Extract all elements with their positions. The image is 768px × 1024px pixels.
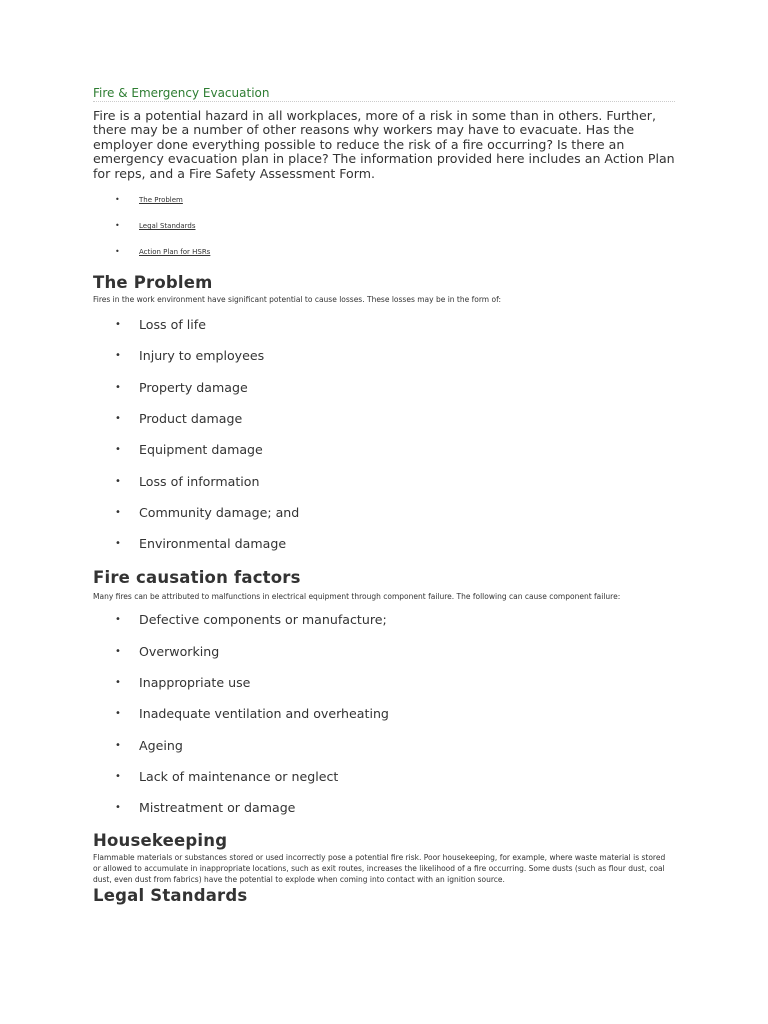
- bullet-icon: •: [115, 221, 120, 231]
- heading-housekeeping: Housekeeping: [93, 831, 228, 851]
- toc-link-legal-standards[interactable]: Legal Standards: [139, 222, 196, 231]
- bullet-icon: •: [115, 506, 121, 518]
- list-item-text: Community damage; and: [139, 504, 300, 520]
- bullet-icon: •: [115, 708, 121, 720]
- toc-item: [93, 247, 675, 273]
- list-item: [93, 644, 675, 675]
- bullet-icon: •: [115, 381, 121, 393]
- causation-list: [93, 612, 675, 831]
- list-item-text: Loss of information: [139, 473, 260, 489]
- housekeeping-description: Flammable materials or substances stored or used incorrectly pose a potential fire risk. Poor housekeeping, for example, where waste material is stored or allowed to accumulate in inappropriate locations, such as exit routes, increases the likelihood of a fire occurring. Some dusts (such as flour dust, coal dust, even dust from fabrics) have the potential to explode when coming into contact with an ignition source.: [93, 853, 666, 885]
- list-item: [93, 675, 675, 706]
- list-item: [93, 474, 675, 505]
- bullet-icon: •: [115, 645, 121, 657]
- list-item-text: Mistreatment or damage: [139, 800, 296, 816]
- bullet-icon: •: [115, 739, 121, 751]
- list-item-text: Environmental damage: [139, 536, 287, 552]
- bullet-icon: •: [115, 444, 121, 456]
- heading-the-problem: The Problem: [93, 273, 213, 293]
- list-item: [93, 380, 675, 411]
- bullet-icon: •: [115, 319, 121, 331]
- list-item: [93, 738, 675, 769]
- heading-fire-causation-factors: Fire causation factors: [93, 568, 301, 588]
- page-title: Fire & Emergency Evacuation: [93, 86, 675, 102]
- table-of-contents: [93, 195, 675, 273]
- list-item-text: Inappropriate use: [139, 675, 251, 690]
- list-item: [93, 411, 675, 442]
- toc-link-action-plan[interactable]: Action Plan for HSRs: [139, 248, 211, 257]
- list-item: [93, 505, 675, 536]
- article: [93, 86, 675, 906]
- toc-item: [93, 221, 675, 247]
- bullet-icon: •: [115, 614, 121, 626]
- toc-item: [93, 195, 675, 221]
- list-item-text: Lack of maintenance or neglect: [139, 768, 339, 784]
- list-item-text: Property damage: [139, 379, 248, 395]
- bullet-icon: •: [115, 802, 121, 814]
- bullet-icon: •: [115, 350, 121, 362]
- list-item-text: Injury to employees: [139, 348, 265, 364]
- bullet-icon: •: [115, 770, 121, 782]
- list-item: [93, 706, 675, 737]
- list-item: [93, 612, 675, 643]
- list-item: [93, 442, 675, 473]
- list-item-text: Ageing: [139, 737, 183, 753]
- bullet-icon: •: [115, 412, 121, 424]
- list-item-text: Inadequate ventilation and overheating: [139, 706, 389, 722]
- bullet-icon: •: [115, 195, 120, 205]
- bullet-icon: •: [115, 247, 120, 257]
- heading-legal-standards: Legal Standards: [93, 886, 248, 906]
- list-item-text: Equipment damage: [139, 442, 263, 458]
- causation-description: Many fires can be attributed to malfunctions in electrical equipment through component failure. The following can cause component failure:: [93, 592, 621, 602]
- bullet-icon: •: [115, 538, 121, 550]
- problem-description: Fires in the work environment have significant potential to cause losses. These losses may be in the form of:: [93, 295, 501, 305]
- intro-paragraph: Fire is a potential hazard in all workplaces, more of a risk in some than in others. Further, there may be a number of other reasons why workers may have to evacuate. Has the employer done everything possible to reduce the risk of a fire occurring? Is there an emergency evacuation plan in place? The information provided here includes an Action Plan for reps, and a Fire Safety Assessment Form.: [93, 108, 675, 181]
- list-item-text: Product damage: [139, 410, 243, 426]
- list-item: [93, 317, 675, 348]
- list-item: [93, 348, 675, 379]
- toc-link-the-problem[interactable]: The Problem: [139, 196, 183, 205]
- bullet-icon: •: [115, 677, 121, 688]
- list-item-text: Loss of life: [139, 317, 206, 333]
- problem-list: [93, 317, 675, 567]
- list-item: [93, 536, 675, 567]
- list-item-text: Defective components or manufacture;: [139, 612, 387, 628]
- list-item-text: Overworking: [139, 643, 220, 659]
- list-item: [93, 769, 675, 800]
- list-item: [93, 800, 675, 831]
- bullet-icon: •: [115, 475, 121, 487]
